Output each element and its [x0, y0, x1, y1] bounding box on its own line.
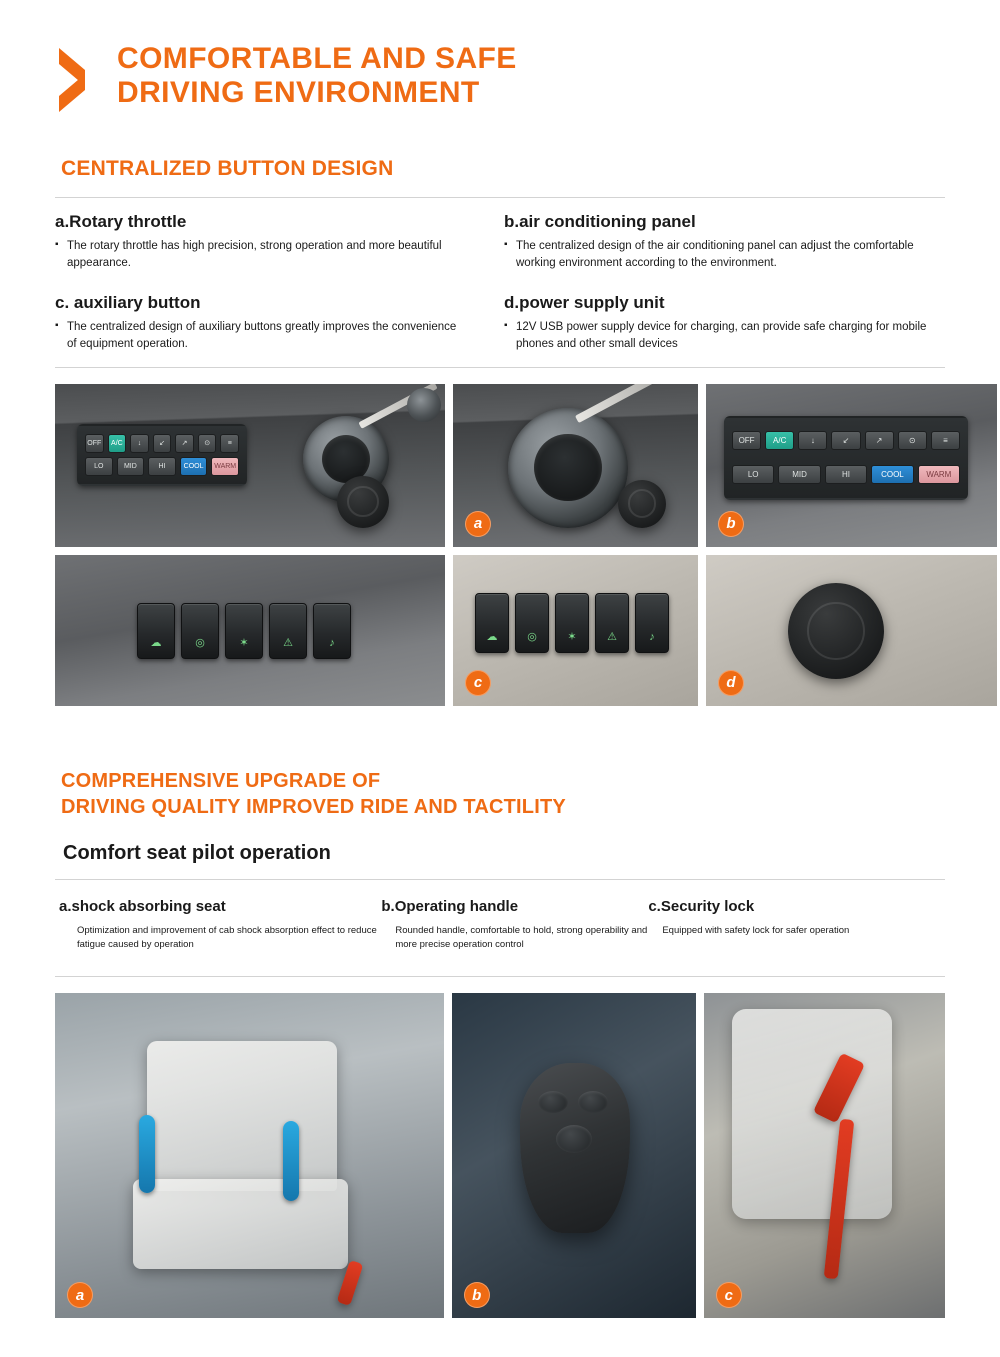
ac-button-lo[interactable]: LO: [732, 465, 774, 484]
divider: [55, 976, 945, 977]
ac-button-vent-down-icon[interactable]: ↓: [130, 434, 149, 453]
section1-features: [55, 212, 945, 353]
usb-port-cap[interactable]: [337, 476, 389, 528]
feature-title-b2: b.Operating handle: [381, 897, 519, 915]
ac-button-recirc-icon[interactable]: ≡: [220, 434, 239, 453]
radio-icon: ♪: [329, 636, 335, 649]
ac-button-mid[interactable]: MID: [117, 457, 145, 476]
ac-button-hi[interactable]: HI: [148, 457, 176, 476]
ignition-keyhole: [407, 388, 441, 422]
photo-auxiliary-buttons-closeup: [453, 555, 698, 706]
right-pilot-lever[interactable]: [283, 1121, 299, 1201]
washer-icon: ◎: [195, 636, 205, 649]
handle-button-center[interactable]: [556, 1125, 592, 1153]
auxiliary-switch-bank: [137, 603, 351, 659]
rocker-switch-5[interactable]: [635, 593, 669, 653]
photo-usb-power-supply-closeup: [706, 555, 997, 706]
ac-button-ac[interactable]: A/C: [108, 434, 127, 453]
photo-security-lock: [704, 993, 945, 1318]
feature-body-d: [504, 319, 945, 352]
divider: [55, 367, 945, 368]
photo-badge-b: b: [718, 511, 744, 537]
rocker-switch-1[interactable]: [475, 593, 509, 653]
feature-title-a: a.Rotary throttle: [55, 212, 187, 231]
page-header: [55, 0, 945, 110]
section2-heading: [61, 768, 945, 820]
ac-button-lo[interactable]: LO: [85, 457, 113, 476]
feature-title-c: c. auxiliary button: [55, 293, 201, 313]
section2-heading-line2: DRIVING QUALITY IMPROVED RIDE AND TACTILITY: [61, 795, 566, 818]
section2-heading-line1: COMPREHENSIVE UPGRADE OF: [61, 769, 381, 792]
rocker-switch-3[interactable]: [555, 593, 589, 653]
feature-security-lock: [648, 898, 945, 953]
page-title-line2: DRIVING ENVIRONMENT: [117, 75, 480, 109]
rocker-switch-2[interactable]: [181, 603, 219, 659]
section2-subheading: Comfort seat pilot operation: [63, 841, 331, 864]
photo-column-c: [706, 384, 997, 706]
handle-button-right[interactable]: [578, 1091, 608, 1113]
divider: [55, 879, 945, 880]
feature-title-d: d.power supply unit: [504, 293, 665, 313]
ac-button-vent-up-icon[interactable]: ↗: [865, 431, 894, 450]
usb-power-port[interactable]: [788, 583, 884, 679]
section2-photos: [55, 993, 945, 1318]
bullet-icon: ▪: [55, 239, 59, 250]
feature-body-b: [504, 238, 945, 271]
ac-button-recirc-icon[interactable]: ≡: [931, 431, 960, 450]
feature-text-b: The centralized design of the air conditioning panel can adjust the comfortable working environment according to the environment.: [516, 240, 914, 269]
photo-operating-handle: [452, 993, 696, 1318]
worklight-icon: ✶: [567, 630, 577, 643]
chevron-logo-icon: [55, 46, 103, 114]
seat-cushion: [133, 1179, 348, 1269]
feature-text-a2: Optimization and improvement of cab shock absorption effect to reduce fatigue caused by operation: [77, 924, 377, 950]
photo-badge-d: d: [718, 670, 744, 696]
ac-button-off[interactable]: OFF: [85, 434, 104, 453]
rocker-switch-2[interactable]: [515, 593, 549, 653]
rocker-switch-3[interactable]: [225, 603, 263, 659]
ac-button-mid[interactable]: MID: [778, 465, 820, 484]
feature-column-left: [55, 212, 500, 353]
beacon-icon: ⚠: [607, 630, 617, 643]
wiper-icon: ☁: [150, 636, 162, 649]
handle-button-left[interactable]: [538, 1091, 568, 1113]
washer-icon: ◎: [527, 630, 537, 643]
feature-operating-handle: [381, 898, 648, 953]
feature-text-c2: Equipped with safety lock for safer operation: [662, 924, 850, 936]
divider: [55, 197, 945, 198]
ac-button-cool[interactable]: COOL: [180, 457, 208, 476]
feature-text-d: 12V USB power supply device for charging, can provide safe charging for mobile phones and other small devices: [516, 321, 927, 351]
ac-button-off[interactable]: OFF: [732, 431, 761, 450]
ignition-key: [575, 384, 667, 423]
ac-panel-widget-closeup: [724, 416, 968, 500]
photo-column-b: [453, 384, 698, 706]
feature-body-c: [55, 319, 466, 352]
photo-air-conditioning-panel-closeup: [706, 384, 997, 547]
feature-title-a2: a.shock absorbing seat: [59, 897, 226, 915]
beacon-icon: ⚠: [283, 636, 293, 649]
rocker-switch-5[interactable]: [313, 603, 351, 659]
feature-body-a: [55, 238, 466, 271]
feature-shock-absorbing-seat: [55, 898, 381, 953]
ac-button-cool[interactable]: COOL: [871, 465, 913, 484]
auxiliary-switch-bank-closeup: [475, 593, 669, 653]
feature-title-c2: c.Security lock: [648, 897, 755, 915]
ac-button-vent-up-icon[interactable]: ↗: [175, 434, 194, 453]
section1-heading: CENTRALIZED BUTTON DESIGN: [61, 157, 394, 180]
ac-button-hi[interactable]: HI: [825, 465, 867, 484]
ac-button-warm[interactable]: WARM: [918, 465, 960, 484]
photo-badge-c2: c: [716, 1282, 742, 1308]
page-title: [117, 42, 517, 110]
feature-title-b: b.air conditioning panel: [504, 212, 696, 231]
ac-button-vent-mix-icon[interactable]: ↙: [831, 431, 860, 450]
wrapped-seat: [732, 1009, 892, 1219]
section2-features: [55, 898, 945, 953]
ac-button-defrost-icon[interactable]: ⊙: [898, 431, 927, 450]
radio-icon: ♪: [649, 630, 655, 643]
usb-port-cap[interactable]: [618, 480, 666, 528]
ac-panel-widget: [77, 424, 247, 486]
ac-button-ac[interactable]: A/C: [765, 431, 794, 450]
bullet-icon: ▪: [55, 320, 59, 332]
photo-badge-a2: a: [67, 1282, 93, 1308]
ac-button-defrost-icon[interactable]: ⊙: [198, 434, 217, 453]
operating-handle[interactable]: [520, 1063, 630, 1233]
photo-badge-a: a: [465, 511, 491, 537]
section1-photos: [55, 384, 952, 706]
photo-badge-b2: b: [464, 1282, 490, 1308]
photo-auxiliary-switch-bank-wide: [55, 555, 445, 706]
ac-button-warm[interactable]: WARM: [211, 457, 239, 476]
rotary-throttle-knob-closeup[interactable]: [508, 408, 628, 528]
left-pilot-lever[interactable]: [139, 1115, 155, 1193]
rocker-switch-4[interactable]: [269, 603, 307, 659]
ac-button-vent-down-icon[interactable]: ↓: [798, 431, 827, 450]
bullet-icon: ▪: [504, 320, 508, 332]
seat-backrest: [147, 1041, 337, 1191]
photo-cab-seat: [55, 993, 444, 1318]
photo-ac-panel-and-throttle-wide: [55, 384, 445, 547]
feature-column-right: [500, 212, 945, 353]
rocker-switch-1[interactable]: [137, 603, 175, 659]
bullet-icon: ▪: [504, 239, 508, 250]
ac-button-vent-mix-icon[interactable]: ↙: [153, 434, 172, 453]
rocker-switch-4[interactable]: [595, 593, 629, 653]
feature-text-b2: Rounded handle, comfortable to hold, strong operability and more precise operation control: [395, 924, 648, 950]
photo-rotary-throttle-closeup: [453, 384, 698, 547]
worklight-icon: ✶: [239, 636, 249, 649]
feature-text-c: The centralized design of auxiliary buttons greatly improves the convenience of equipment operation.: [67, 321, 457, 351]
photo-badge-c: c: [465, 670, 491, 696]
page-title-line1: COMFORTABLE AND SAFE: [117, 42, 517, 75]
wiper-icon: ☁: [486, 630, 498, 643]
photo-column-a: [55, 384, 445, 706]
feature-text-a: The rotary throttle has high precision, strong operation and more beautiful appearance.: [67, 240, 442, 269]
